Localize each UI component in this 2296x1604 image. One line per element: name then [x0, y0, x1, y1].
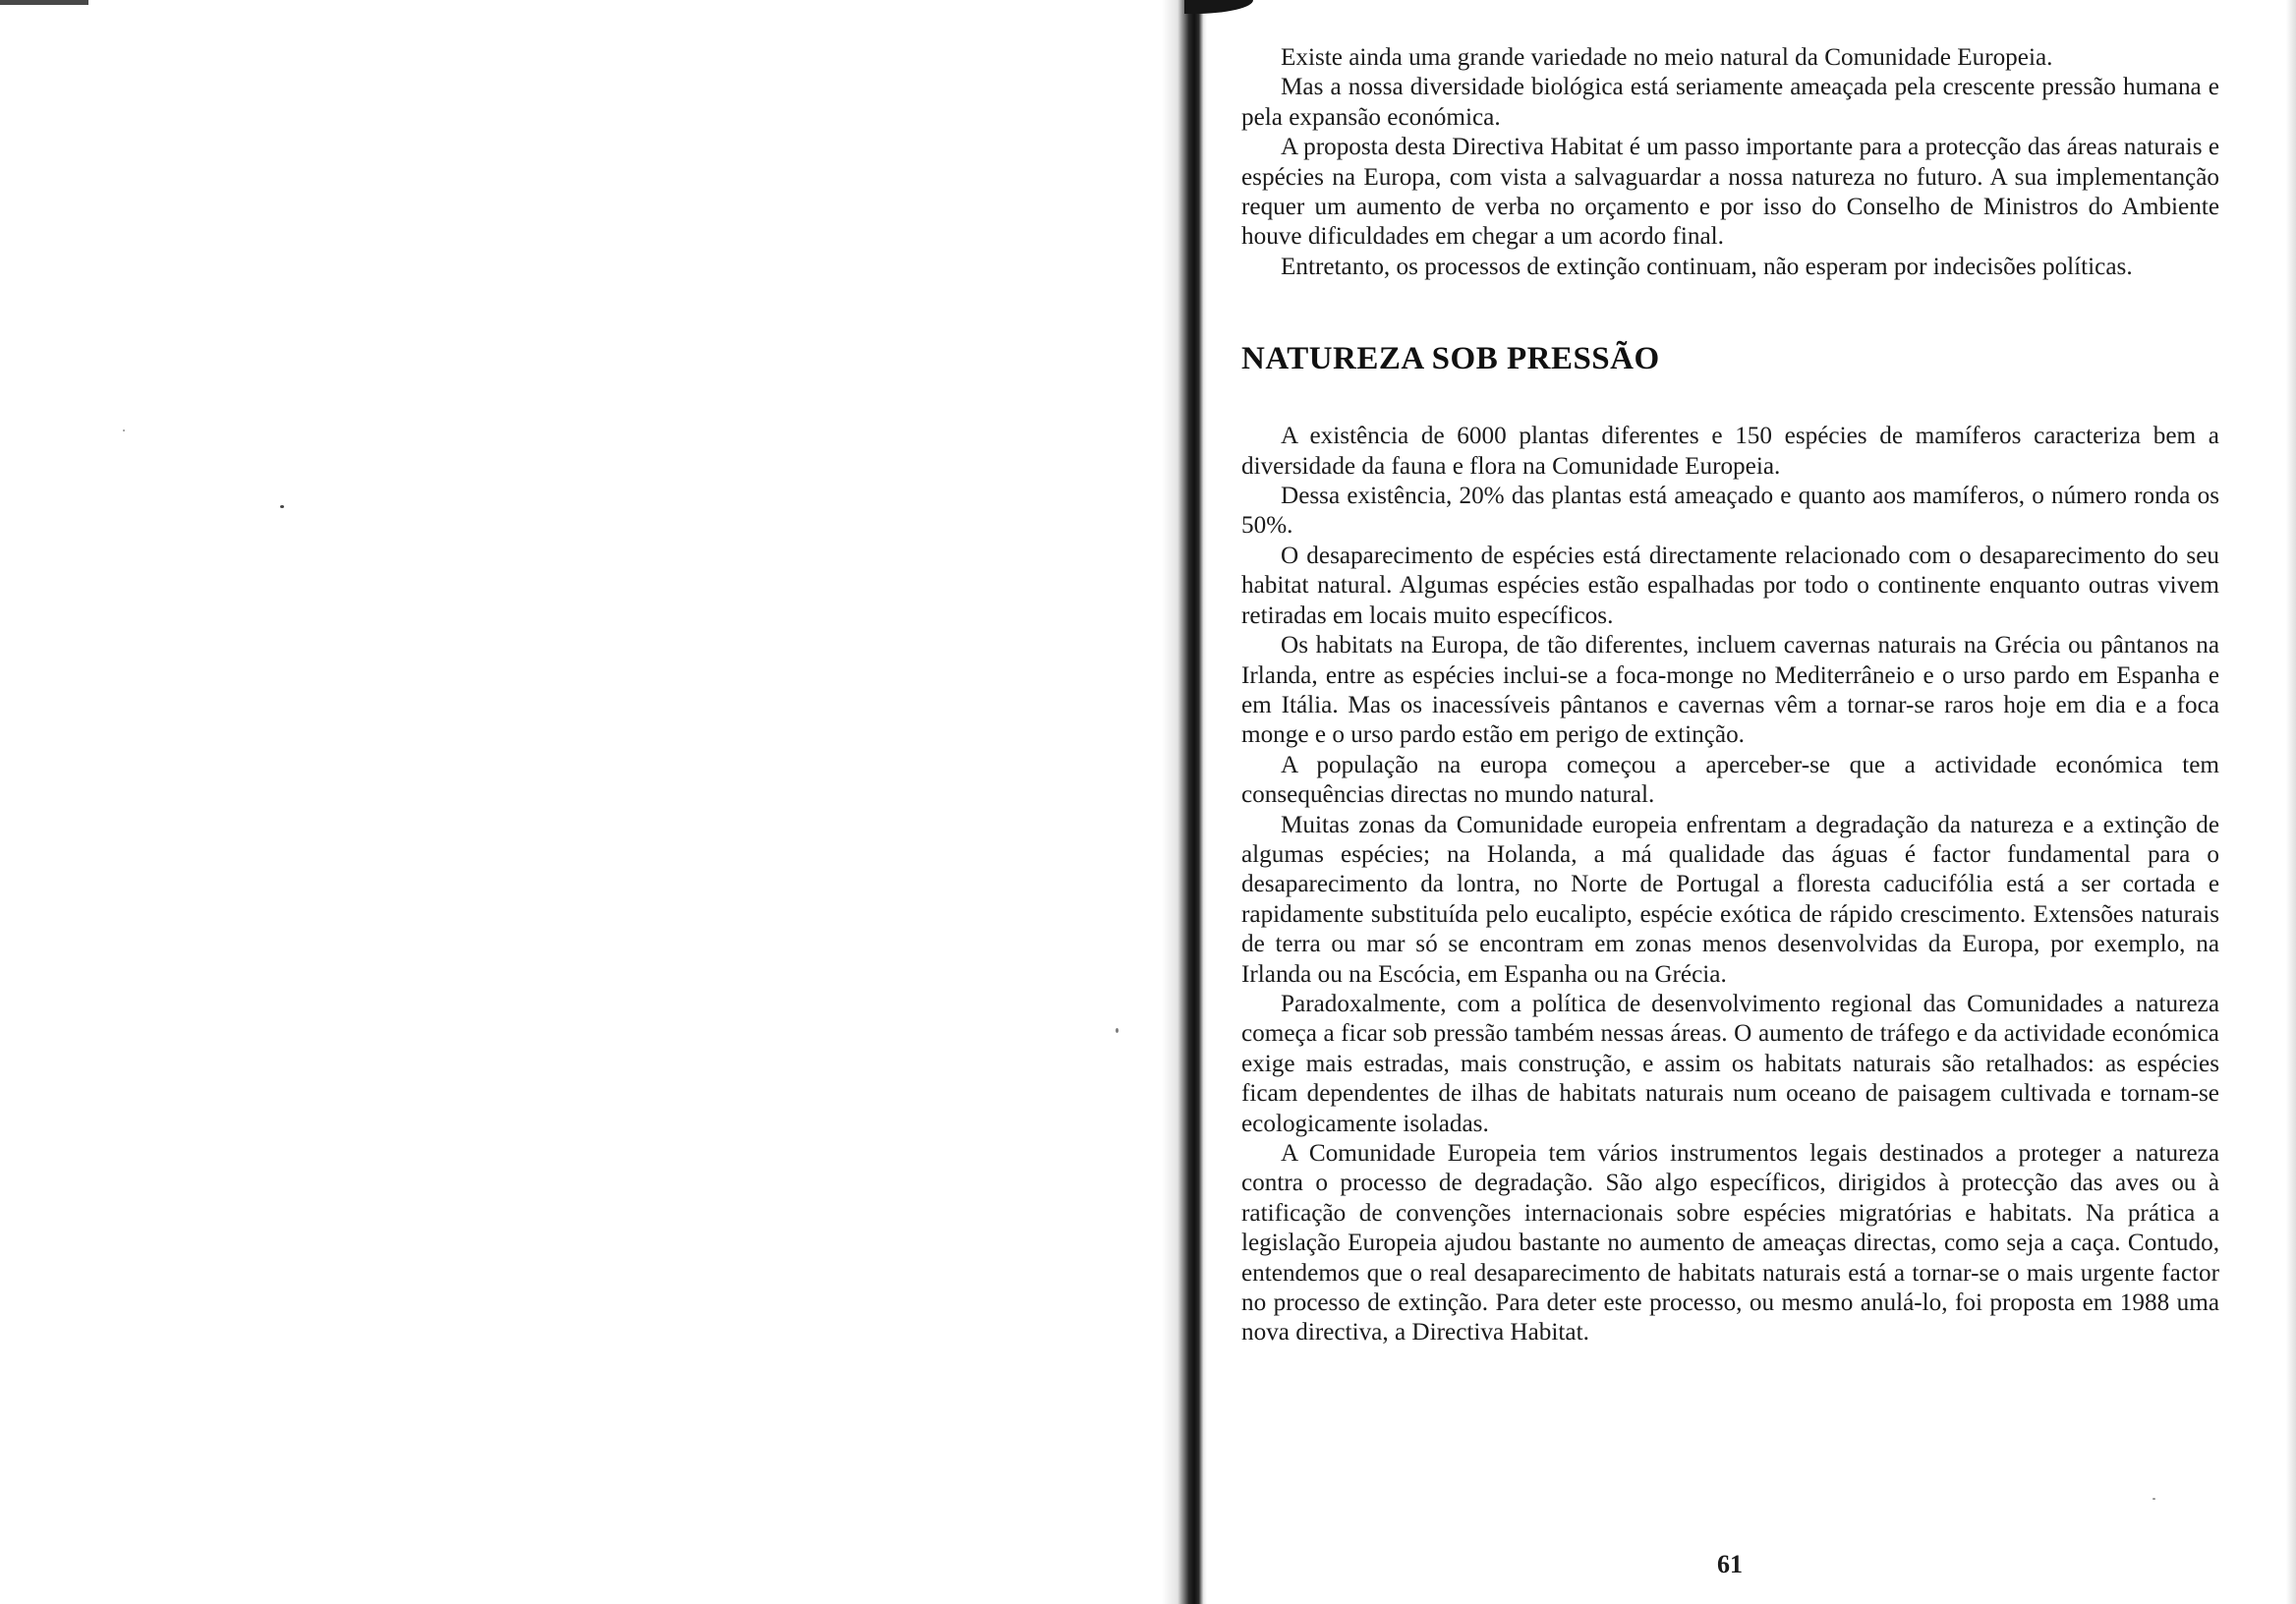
scan-speck [123, 430, 125, 431]
body-paragraph: Dessa existência, 20% das plantas está ameaçado e quanto aos mamíferos, o número ronda os 50%. [1241, 483, 2219, 540]
body-paragraph: A população na europa começou a aperceber-se que a actividade económica tem consequências directas no mundo natural. [1241, 751, 2219, 809]
intro-paragraph: Existe ainda uma grande variedade no meio natural da Comunidade Europeia. [1281, 44, 2053, 71]
body-paragraph: Os habitats na Europa, de tão diferentes, incluem cavernas naturais na Grécia ou pântanos na Irlanda, entre as espécies inclui-se a foca-monge no Mediterrâneio e o urso pardo em Espanha e em Itália. Mas os inacessíveis pântanos e cavernas vêm a tornar-se raros hoje em dia e a foca monge e o urso pardo estão em perigo de extinção. [1241, 632, 2219, 749]
section-heading: NATUREZA SOB PRESSÃO [1241, 341, 1660, 377]
page-number: 61 [1717, 1550, 1743, 1578]
scan-speck [280, 505, 284, 508]
scan-speck [2152, 1498, 2155, 1500]
body-paragraph: A existência de 6000 plantas diferentes e 150 espécies de mamíferos caracteriza bem a diversidade da fauna e flora na Comunidade Europeia. [1241, 423, 2219, 480]
intro-paragraph: Mas a nossa diversidade biológica está seriamente ameaçada pela crescente pressão humana e pela expansão económica. [1241, 74, 2219, 131]
book-gutter-top-curl [1184, 0, 1253, 14]
body-paragraph: O desaparecimento de espécies está directamente relacionado com o desaparecimento do seu habitat natural. Algumas espécies estão espalhadas por todo o continente enquanto outras vivem retiradas em locais muito específicos. [1241, 542, 2219, 629]
body-paragraph: Paradoxalmente, com a política de desenvolvimento regional das Comunidades a natureza começa a ficar sob pressão também nessas áreas. O aumento de tráfego e da actividade económica exige mais estradas, mais construção, e assim os habitats naturais são retalhados: as espécies ficam dependentes de ilhas de habitats naturais num oceano de paisagem cultivada e tornam-se ecologicamente isoladas. [1241, 990, 2219, 1137]
intro-paragraph: A proposta desta Directiva Habitat é um passo importante para a protecção das áreas naturais e espécies na Europa, com vista a salvaguardar a nossa natureza no futuro. A sua implementanção requer um aumento de verba no orçamento e por isso do Conselho de Ministros do Ambiente houve dificuldades em chegar a um acordo final. [1241, 134, 2219, 251]
body-paragraph: Muitas zonas da Comunidade europeia enfrentam a degradação da natureza e a extinção de algumas espécies; na Holanda, a má qualidade das águas é factor fundamental para o desaparecimento da lontra, no Norte de Portugal a floresta caducifólia está a ser cortada e rapidamente substituída pelo eucalipto, espécie exótica de rápido crescimento. Extensões naturais de terra ou mar só se encontram em zonas menos desenvolvidas da Europa, por exemplo, na Irlanda ou na Escócia, em Espanha ou na Grécia. [1241, 811, 2219, 988]
page-edge-shadow [2286, 0, 2296, 1604]
intro-paragraph: Entretanto, os processos de extinção continuam, não esperam por indecisões políticas. [1281, 253, 2133, 280]
scan-speck [1116, 1028, 1119, 1033]
scan-corner-mark [0, 0, 88, 5]
body-paragraph: A Comunidade Europeia tem vários instrumentos legais destinados a proteger a natureza contra o processo de degradação. São algo específicos, dirigidos à protecção das aves ou à ratificação de convenções internacionais sobre espécies migratórias e habitats. Na prática a legislação Europeia ajudou bastante no aumento de ameaças directas, como seja a caça. Contudo, entendemos que o real desaparecimento de habitats naturais está a tornar-se o mais urgente factor no processo de extinção. Para deter este processo, ou mesmo anulá-lo, foi proposta em 1988 uma nova directiva, a Directiva Habitat. [1241, 1140, 2219, 1346]
book-gutter-shadow [1162, 0, 1207, 1604]
right-page-text [1241, 43, 2219, 1348]
